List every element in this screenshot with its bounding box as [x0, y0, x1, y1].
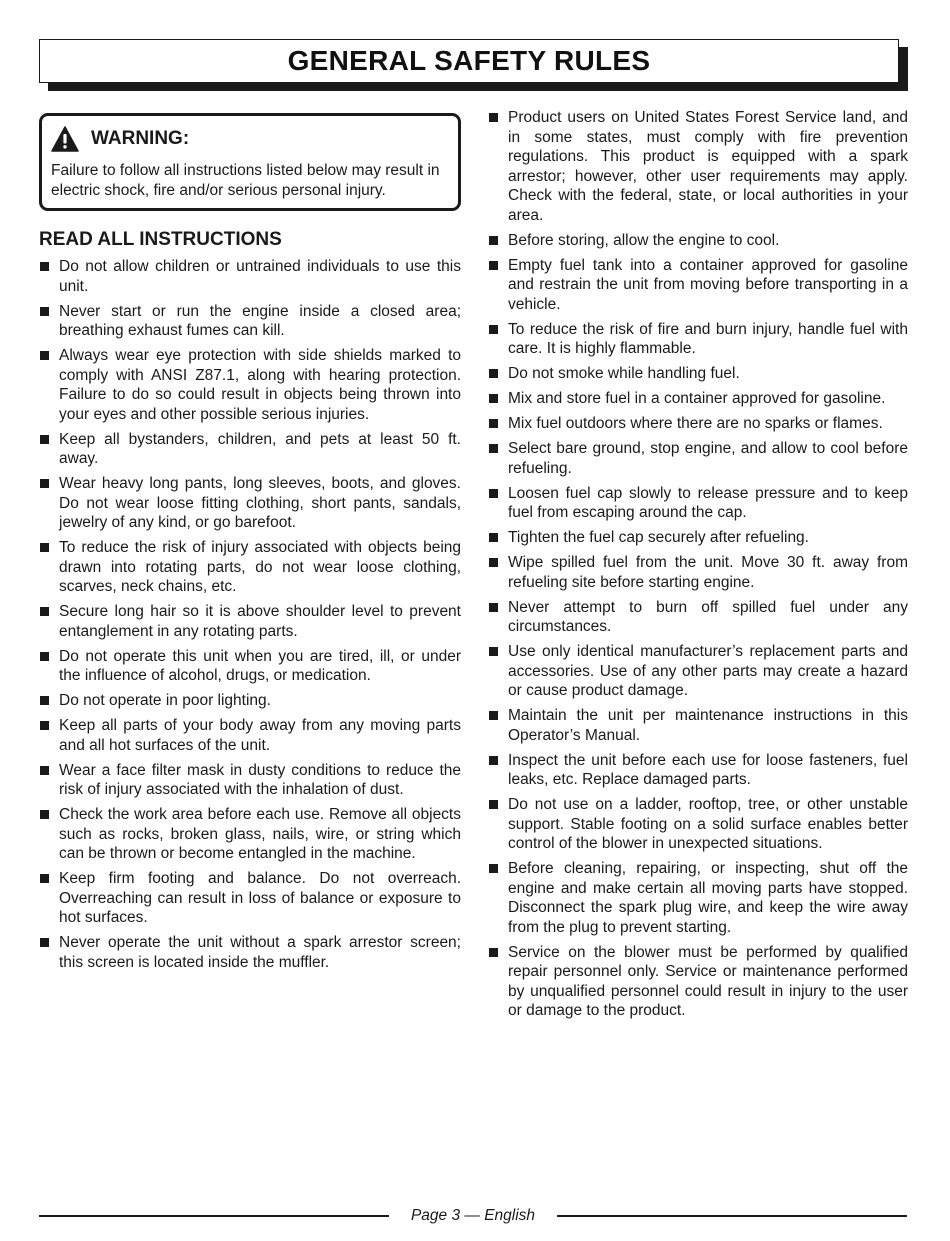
- bullet-square-icon: [40, 435, 49, 444]
- bullet-square-icon: [40, 307, 49, 316]
- list-item-text: Keep all bystanders, children, and pets at least 50 ft. away.: [59, 430, 461, 467]
- list-item: [488, 795, 908, 854]
- list-item: [488, 484, 908, 523]
- list-item-text: To reduce the risk of fire and burn injury, handle fuel with care. It is highly flammable.: [508, 320, 908, 357]
- list-item: [39, 302, 461, 341]
- list-item-text: Do not smoke while handling fuel.: [508, 365, 740, 382]
- bullet-square-icon: [40, 810, 49, 819]
- list-item: [39, 805, 461, 864]
- bullet-square-icon: [40, 766, 49, 775]
- warning-triangle-icon: [51, 126, 79, 152]
- bullet-square-icon: [489, 603, 498, 612]
- list-item: [39, 869, 461, 928]
- list-item: [39, 474, 461, 533]
- list-item: [488, 598, 908, 637]
- list-item-text: Wear a face filter mask in dusty conditions to reduce the risk of injury associated with the inhalation of dust.: [59, 761, 461, 798]
- list-item: [488, 414, 908, 434]
- list-item-text: Wear heavy long pants, long sleeves, boots, and gloves. Do not wear loose fitting clothing, short pants, sandals, jewelry of any kind, or go barefoot.: [59, 475, 461, 531]
- list-item-text: To reduce the risk of injury associated with objects being drawn into rotating parts, do not wear loose clothing, scarves, neck chains, etc.: [59, 539, 461, 595]
- list-item: [488, 859, 908, 937]
- bullet-square-icon: [40, 652, 49, 661]
- list-item-text: Inspect the unit before each use for loose fasteners, fuel leaks, etc. Replace damaged parts.: [508, 751, 908, 788]
- bullet-square-icon: [489, 261, 498, 270]
- bullet-square-icon: [40, 938, 49, 947]
- list-item: [488, 256, 908, 315]
- list-item-text: Never start or run the engine inside a closed area; breathing exhaust fumes can kill.: [59, 302, 461, 339]
- warning-box: [39, 113, 461, 211]
- warning-header: [51, 122, 448, 156]
- bullet-square-icon: [489, 711, 498, 720]
- bullet-square-icon: [489, 800, 498, 809]
- bullet-square-icon: [489, 419, 498, 428]
- page-number: Page 3 — English: [410, 1207, 536, 1224]
- bullet-square-icon: [40, 479, 49, 488]
- list-item-text: Maintain the unit per maintenance instructions in this Operator’s Manual.: [508, 707, 908, 744]
- bullet-square-icon: [489, 647, 498, 656]
- list-item-text: Before storing, allow the engine to cool.: [508, 231, 780, 249]
- list-item-text: Never attempt to burn off spilled fuel under any circumstances.: [508, 598, 908, 635]
- bullet-square-icon: [40, 543, 49, 552]
- list-item: [39, 647, 461, 686]
- list-item: [488, 231, 908, 251]
- bullet-square-icon: [40, 607, 49, 616]
- bullet-square-icon: [40, 721, 49, 730]
- list-item-text: Do not operate this unit when you are tired, ill, or under the influence of alcohol, drugs, or medication.: [59, 647, 461, 684]
- left-rules-list: [39, 257, 461, 972]
- list-item: [488, 108, 908, 225]
- bullet-square-icon: [489, 113, 498, 122]
- list-item: [39, 257, 461, 296]
- list-item-text: Before cleaning, repairing, or inspecting, shut off the engine and make certain all moving parts have stopped. Disconnect the spark plug wire, and keep the wire away from the plug to prevent starting.: [508, 860, 908, 936]
- list-item: [488, 389, 908, 409]
- list-item: [39, 761, 461, 800]
- bullet-square-icon: [489, 558, 498, 567]
- bullet-square-icon: [489, 864, 498, 873]
- bullet-square-icon: [489, 236, 498, 245]
- list-item: [488, 943, 908, 1021]
- list-item-text: Tighten the fuel cap securely after refueling.: [508, 529, 809, 546]
- warning-title: WARNING:: [91, 128, 190, 149]
- list-item-text: Service on the blower must be performed by qualified repair personnel only. Service or maintenance performed by unqualified personnel could result in injury to the user or damage to the product.: [508, 943, 908, 1019]
- list-item: [39, 602, 461, 641]
- right-rules-list: [488, 108, 908, 1021]
- bullet-square-icon: [489, 756, 498, 765]
- list-item-text: Use only identical manufacturer’s replacement parts and accessories. Use of any other parts may create a hazard or cause product damage.: [508, 643, 908, 699]
- list-item: [488, 553, 908, 592]
- list-item-text: Mix fuel outdoors where there are no sparks or flames.: [508, 415, 883, 432]
- list-item-text: Product users on United States Forest Service land, and in some states, must comply with fire prevention regulations. This product is equipped with a spark arrestor; however, other user requirements may apply. Check with the federal, state, or local authorities in your area.: [508, 109, 908, 224]
- page-title-box: [39, 39, 899, 83]
- bullet-square-icon: [40, 696, 49, 705]
- list-item: [39, 346, 461, 424]
- bullet-square-icon: [489, 325, 498, 334]
- bullet-square-icon: [489, 369, 498, 378]
- bullet-square-icon: [40, 262, 49, 271]
- list-item-text: Secure long hair so it is above shoulder level to prevent entanglement in any rotating parts.: [59, 603, 461, 640]
- list-item: [488, 320, 908, 359]
- warning-text: Failure to follow all instructions listed below may result in electric shock, fire and/or serious personal injury.: [51, 162, 440, 199]
- bullet-square-icon: [489, 533, 498, 542]
- footer-rule-left: [39, 1215, 389, 1217]
- list-item: [488, 751, 908, 790]
- list-item: [39, 691, 461, 711]
- list-item-text: Select bare ground, stop engine, and allow to cool before refueling.: [508, 440, 908, 477]
- list-item: [39, 933, 461, 972]
- list-item-text: Do not use on a ladder, rooftop, tree, or other unstable support. Stable footing on a solid surface enables better control of the blower in unexpected situations.: [508, 796, 908, 852]
- list-item: [488, 528, 908, 548]
- list-item-text: Mix and store fuel in a container approved for gasoline.: [508, 390, 886, 407]
- left-column: [39, 113, 461, 978]
- list-item: [39, 716, 461, 755]
- page-title: GENERAL SAFETY RULES: [287, 45, 651, 76]
- list-item-text: Never operate the unit without a spark arrestor screen; this screen is located inside the muffler.: [59, 934, 461, 971]
- list-item-text: Check the work area before each use. Remove all objects such as rocks, broken glass, nails, wire, or string which can be thrown or become entangled in the machine.: [59, 806, 461, 862]
- right-column: [488, 108, 908, 1026]
- section-heading: READ ALL INSTRUCTIONS: [39, 229, 282, 250]
- list-item-text: Keep firm footing and balance. Do not overreach. Overreaching can result in loss of balance or exposure to hot surfaces.: [59, 870, 461, 926]
- list-item-text: Keep all parts of your body away from any moving parts and all hot surfaces of the unit.: [59, 717, 461, 754]
- list-item-text: Do not operate in poor lighting.: [59, 692, 271, 709]
- bullet-square-icon: [489, 394, 498, 403]
- footer-rule-right: [557, 1215, 907, 1217]
- list-item: [488, 642, 908, 701]
- list-item: [39, 430, 461, 469]
- page-footer: [39, 1206, 907, 1226]
- list-item-text: Do not allow children or untrained individuals to use this unit.: [59, 258, 461, 295]
- list-item: [488, 439, 908, 478]
- list-item-text: Loosen fuel cap slowly to release pressure and to keep fuel from escaping around the cap.: [508, 484, 908, 521]
- bullet-square-icon: [489, 489, 498, 498]
- list-item-text: Wipe spilled fuel from the unit. Move 30 ft. away from refueling site before starting engine.: [508, 554, 908, 591]
- list-item-text: Always wear eye protection with side shields marked to comply with ANSI Z87.1, along with hearing protection. Failure to do so could result in objects being thrown into your eyes and other possible serious injuries.: [59, 347, 461, 423]
- list-item: [488, 706, 908, 745]
- bullet-square-icon: [40, 874, 49, 883]
- list-item: [488, 364, 908, 384]
- list-item: [39, 538, 461, 597]
- bullet-square-icon: [489, 444, 498, 453]
- list-item-text: Empty fuel tank into a container approved for gasoline and restrain the unit from moving before transporting in a vehicle.: [508, 256, 908, 313]
- bullet-square-icon: [489, 948, 498, 957]
- bullet-square-icon: [40, 351, 49, 360]
